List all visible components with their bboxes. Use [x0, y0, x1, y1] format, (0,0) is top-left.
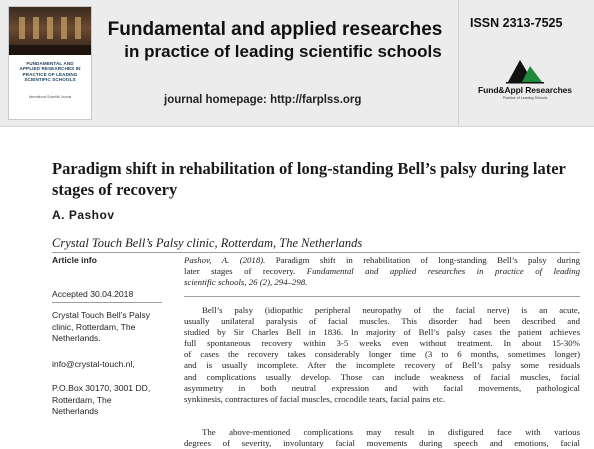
cover-subtitle: International Scientific Journal — [28, 95, 72, 99]
citation-block — [184, 255, 580, 288]
postal-address — [52, 383, 172, 418]
paragraph-line: of cases the recovery takes considerably longer time (3 to 6 months, sometimes longer) — [184, 349, 580, 360]
info-divider — [52, 302, 162, 303]
paragraph-line: studied by Sir Charles Bell in 1836. In majority of Bell’s palsy cases the patient achieves — [184, 327, 580, 338]
paragraph-line: full spontaneous recovery within 3-5 weeks even without treatment. In about 15-30% — [184, 338, 580, 349]
divider-rule — [52, 252, 580, 253]
citation-title-part: Paradigm shift in rehabilitation of long-standing Bell’s palsy during — [265, 255, 580, 265]
article-info-heading: Article info — [52, 255, 97, 265]
address-line: P.O.Box 30170, 3001 DD, — [52, 383, 151, 393]
logo-name: Fund&Appl Researches — [478, 85, 572, 95]
cover-title-line: PRACTICE OF LEADING — [22, 71, 78, 77]
issn-label: ISSN 2313-7525 — [470, 16, 563, 30]
article-title: Paradigm shift in rehabilitation of long-standing Bell’s palsy during later stages of recovery — [52, 159, 566, 199]
organization-line: clinic, Rotterdam, The — [52, 321, 136, 332]
paragraph-line: synkinesis, contractures of facial muscles, crocodile tears, facial pains etc. — [184, 393, 446, 404]
journal-cover-image — [8, 6, 92, 120]
correspondence-organization — [52, 310, 172, 345]
logo-baseline — [506, 82, 544, 84]
abstract-paragraph — [184, 427, 580, 449]
paragraph-line: The above-mentioned complications may result in disfigured face with various — [202, 427, 580, 437]
citation-journal-details: scientific schools, 26 (2), 294–298. — [184, 277, 308, 288]
journal-homepage-link[interactable]: journal homepage: http://farplss.org — [164, 94, 362, 106]
citation-divider — [184, 296, 580, 297]
citation-journal: Fundamental and applied researches in practice of leading — [306, 266, 580, 277]
address-line: Rotterdam, The — [52, 394, 112, 405]
cover-title — [13, 61, 87, 83]
contact-email-link[interactable]: info@crystal-touch.nl, — [52, 359, 135, 369]
address-line: Netherlands — [52, 406, 99, 416]
header-divider — [458, 0, 459, 126]
journal-title-line2: in practice of leading scientific schools — [124, 42, 442, 61]
article-affiliation: Crystal Touch Bell’s Palsy clinic, Rotterdam, The Netherlands — [52, 236, 363, 250]
cover-title-line: APPLIED RESEARCHES IN — [19, 66, 81, 72]
paragraph-line: Bell’s palsy (idiopathic peripheral neuropathy of the facial nerve) is an acute, — [202, 305, 580, 315]
paragraph-line: degrees of severity, involuntary facial movements during speech and emotions, facial — [184, 438, 580, 449]
citation-author: Pashov, A. (2018). — [184, 255, 266, 265]
journal-title-line1: Fundamental and applied researches — [107, 19, 443, 40]
logo-tagline: Practice of Leading Schools — [502, 96, 548, 100]
article-info-column — [52, 255, 172, 416]
organization-line: Netherlands. — [52, 333, 101, 343]
paragraph-line: and complications usually develop. Those can include weakness of facial muscles, facial — [184, 371, 580, 382]
accepted-date: Accepted 30.04.2018 — [52, 289, 134, 299]
cover-photo — [9, 7, 91, 55]
cover-title-line: FUNDAMENTAL AND — [26, 61, 74, 66]
journal-title — [100, 18, 450, 62]
organization-line: Crystal Touch Bell’s Palsy — [52, 310, 151, 320]
citation-line — [184, 266, 580, 277]
journal-header — [0, 0, 594, 127]
paragraph-line: usually unilateral paralysis of facial muscles. This disorder had been described and — [184, 316, 580, 327]
abstract-paragraph — [184, 305, 580, 405]
paragraph-line: asymmetry in both neutral expression and with facial movements, pathological — [184, 382, 580, 393]
cover-title-line: SCIENTIFIC SCHOOLS — [24, 77, 76, 83]
paragraph-line: and is usually incomplete. After the incomplete recovery of Bell’s palsy some residuals — [184, 360, 580, 371]
citation-title-end: later stages of recovery. — [184, 266, 307, 277]
citation-line — [184, 255, 580, 266]
article-author: A. Pashov — [52, 208, 115, 222]
